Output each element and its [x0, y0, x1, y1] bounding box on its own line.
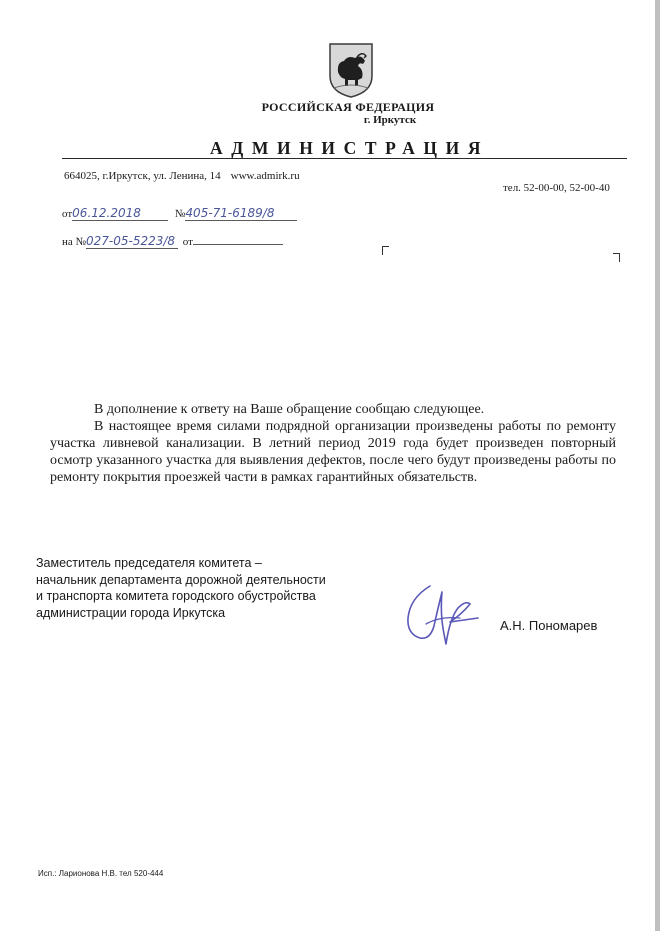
reply-date-prefix: от [182, 236, 193, 248]
phone-numbers: тел. 52-00-00, 52-00-40 [503, 182, 610, 194]
country-name: РОССИЙСКАЯ ФЕДЕРАЦИЯ [261, 100, 435, 114]
incoming-number: 027-05-5223/8 [86, 234, 178, 249]
position-line: Заместитель председателя комитета – [36, 556, 262, 570]
organization-title: АДМИНИСТРАЦИЯ [210, 138, 490, 158]
body-paragraph: В дополнение к ответу на Ваше обращение сообщаю следующее. [94, 402, 485, 417]
handwritten-signature [400, 578, 482, 650]
incoming-date [193, 232, 283, 245]
addressee-corner-left [382, 246, 389, 255]
address-text: 664025, г.Иркутск, ул. Ленина, 14 [64, 170, 221, 182]
letter-body [50, 401, 616, 486]
outgoing-date: 06.12.2018 [72, 206, 168, 221]
reply-prefix: на № [62, 236, 87, 248]
signatory-name: А.Н. Пономарев [500, 618, 598, 633]
position-line: и транспорта комитета городского обустройства [36, 589, 316, 603]
header-divider [62, 158, 627, 159]
position-line: начальник департамента дорожной деятельности [36, 572, 326, 587]
executor-note: Исп.: Ларионова Н.В. тел 520-444 [38, 869, 164, 878]
incoming-reference [62, 232, 283, 249]
outgoing-number: 405-71-6189/8 [185, 206, 297, 221]
outgoing-reference [62, 206, 297, 221]
irkutsk-coat-of-arms-icon [328, 42, 374, 98]
city-name: г. Иркутск [363, 114, 417, 126]
address-line [64, 170, 300, 182]
website-link[interactable]: www.admirk.ru [230, 170, 300, 182]
signatory-position [36, 555, 366, 621]
addressee-corner-right [613, 253, 620, 262]
number-prefix: № [174, 208, 186, 220]
page-edge [655, 0, 660, 931]
position-line: администрации города Иркутска [36, 605, 226, 620]
body-paragraph: В настоящее время силами подрядной организации произведены работы по ремонту участка ливневой канализации. В летний период 2019 года будет произведен повторный осмотр указанного участка для выявления дефектов, после чего будут произведены работы по ремонту покрытия проезжей части в рамках гарантийных обязательств. [50, 419, 616, 485]
date-prefix: от [62, 208, 73, 220]
